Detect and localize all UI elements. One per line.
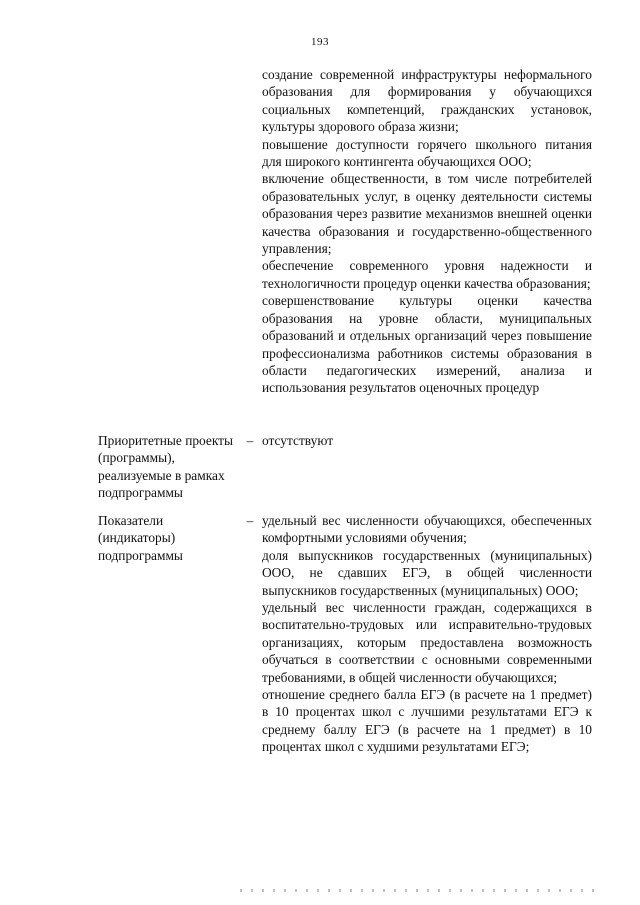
indicators-list <box>262 512 592 756</box>
goal-paragraph: совершенствование культуры оценки качества образования на уровне области, муниципальных образований и отдельных организаций через повышение профессионализма работников системы образования в области педагогических измерений, анализа и использования результатов оценочных процедур <box>262 293 592 396</box>
indicators-label: Показатели (индикаторы) подпрограммы <box>98 513 183 563</box>
goal-paragraph: повышение доступности горячего школьного питания для широкого контингента обучающихся ООО; <box>262 136 592 170</box>
indicator-paragraph: отношение среднего балла ЕГЭ (в расчете на 1 предмет) в 10 процентах школ с лучшими результатами ЕГЭ к среднему баллу ЕГЭ (в расчете на 1 предмет) в 10 процентах школ с худшими результатами ЕГЭ; <box>262 687 592 755</box>
goal-paragraph: обеспечение современного уровня надежности и технологичности процедур оценки качества образования; <box>262 258 592 291</box>
page-number: 193 <box>311 36 329 48</box>
priority-projects-text: отсутствуют <box>262 433 334 448</box>
goals-continuation <box>262 66 592 397</box>
indicator-paragraph: удельный вес численности обучающихся, обеспеченных комфортными условиями обучения; <box>262 513 592 546</box>
row-dash: – <box>246 433 254 448</box>
priority-projects-value <box>262 432 592 449</box>
indicator-paragraph: доля выпускников государственных (муниципальных) ООО, не сдавших ЕГЭ, в общей численности выпускников государственных (муниципальных) ООО; <box>262 547 592 598</box>
row-dash: – <box>246 513 254 528</box>
indicator-paragraph: удельный вес численности граждан, содержащихся в воспитательно-трудовых или исправительно-трудовых организациях, которым предоставлена возможность обучаться в соответствии с основными современными требованиями, в общей численности обучающихся; <box>262 600 592 685</box>
priority-projects-label: Приоритетные проекты (программы), реализуемые в рамках подпрограммы <box>98 433 234 501</box>
goal-paragraph: создание современной инфраструктуры неформального образования для формирования у обучающихся социальных компетенций, гражданских установок, культуры здорового образа жизни; <box>262 67 592 135</box>
scan-artifact-line <box>240 889 600 892</box>
goal-paragraph: включение общественности, в том числе потребителей образовательных услуг, в оценку деятельности системы образования через развитие механизмов внешней оценки качества образования и государственно-общественного управления; <box>262 171 592 257</box>
